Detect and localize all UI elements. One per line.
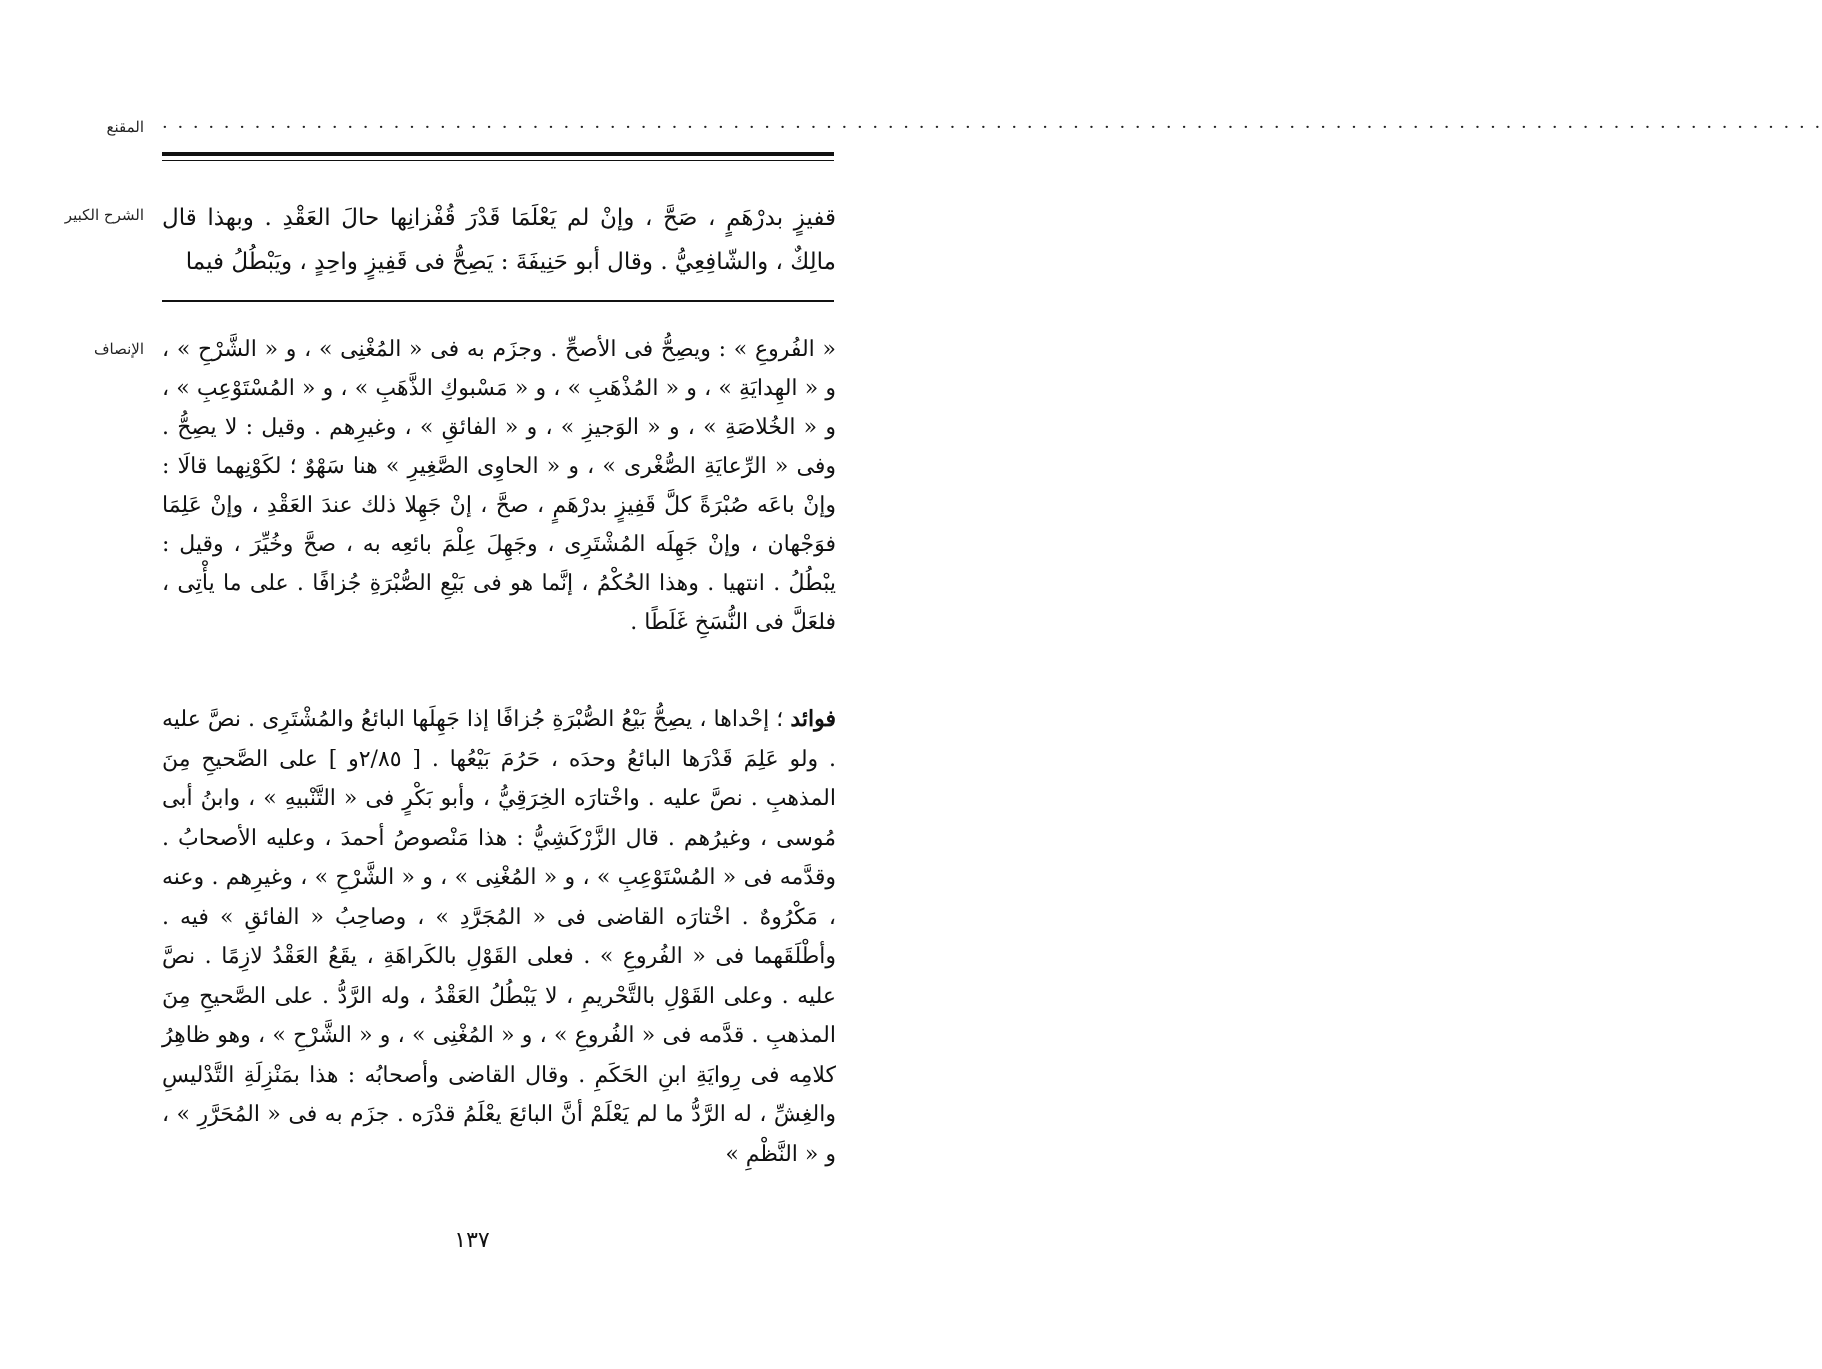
insaf-label: الإنصاف [93, 340, 144, 358]
page-number: ١٣٧ [454, 1228, 490, 1253]
header-rule-thin [162, 160, 834, 161]
section-divider [162, 300, 834, 302]
header-dotted-line: · · · · · · · · · · · · · · · · · · · · · · · · · · · · · · · · · · · · · · · · · · · · · · · · · · · · · · · · · · · · · · · · · · · · · · · · · · · · · · · · · · · · · · · · · · · · · · · · · · · · · · · · · · · · [162, 117, 1822, 138]
header-book-label: المقنع [106, 118, 144, 136]
fawaid-heading: فوائد [790, 706, 836, 732]
fawaid-text: ؛ إحْداها ، يصِحُّ بَيْعُ الصُّبْرَةِ جُزافًا إذا جَهِلَها البائعُ والمُشْتَرِى . نصَّ عليه . ولو عَلِمَ قَدْرَها البائعُ وحدَه ، حَرُمَ بَيْعُها . [ ٢/٨٥و ] على الصَّحيحِ مِنَ المذهبِ . نصَّ عليه . واخْتارَه الخِرَقِيُّ ، وأبو بَكْرٍ فى « التَّنْبيهِ » ، وابنُ أبى مُوسى ، وغيرُهم . قال الزَّرْكَشِيُّ : هذا مَنْصوصُ أحمدَ ، وعليه الأصحابُ . وقدَّمه فى « المُسْتَوْعِبِ » ، و « المُغْنِى » ، و « الشَّرْحِ » ، وغيرِهم . وعنه ، مَكْرُوهٌ . اخْتارَه القاضى فى « المُجَرَّدِ » ، وصاحِبُ « الفائقِ » فيه . وأطْلَقَهما فى « الفُروعِ » . فعلى القَوْلِ بالكَراهَةِ ، يقَعُ العَقْدُ لازِمًا . نصَّ عليه . وعلى القَوْلِ بالتَّحْريمِ ، لا يَبْطُلُ العَقْدُ ، وله الرَّدُّ . على الصَّحيحِ مِنَ المذهبِ . قدَّمه فى « الفُروعِ » ، و « المُغْنِى » ، و « الشَّرْحِ » ، وهو ظاهِرُ كلامِه فى رِوايَةِ ابنِ الحَكَمِ . وقال القاضى وأصحابُه : هذا بمَنْزِلَةِ التَّدْليسِ والغِشِّ ، له الرَّدُّ ما لم يَعْلَمْ أنَّ البائعَ يعْلَمُ قدْرَه . جزَم به فى « المُحَرَّرِ » ، و « النَّظْمِ » [162, 707, 836, 1167]
sharh-label: الشرح الكبير [64, 206, 144, 224]
sharh-section [162, 196, 836, 284]
fawaid-paragraph [162, 700, 836, 1174]
insaf-text: « الفُروعِ » : ويصِحُّ فى الأصحِّ . وجزَم به فى « المُغْنِى » ، و « الشَّرْحِ » ، و « الهِدايَةِ » ، و « المُذْهَبِ » ، و « مَسْبوكِ الذَّهَبِ » ، و « المُسْتَوْعِبِ » ، و « الخُلاصَةِ » ، و « الوَجيزِ » ، و « الفائقِ » ، وغيرِهم . وقيل : لا يصِحُّ . وفى « الرِّعايَةِ الصُّغْرى » ، و « الحاوِى الصَّغِيرِ » هنا سَهْوٌ ؛ لكَوْنِهما قالَا : وإنْ باعَه صُبْرَةً كلَّ قَفِيزٍ بدرْهَمٍ ، صحَّ ، إنْ جَهِلا ذلك عندَ العَقْدِ ، وإنْ عَلِمَا فوَجْهان ، وإنْ جَهِلَه المُشْتَرِى ، وجَهِلَ عِلْمَ بائعِه به ، صحَّ وخُيِّرَ ، وقيل : يبْطُلُ . انتهيا . وهذا الحُكْمُ ، إنَّما هو فى بَيْعِ الصُّبْرَةِ جُزافًا . على ما يأْتِى ، فلعَلَّ فى النُّسَخِ غَلَطًا . [162, 337, 836, 635]
insaf-section [162, 330, 836, 642]
fawaid-section [162, 700, 836, 1174]
sharh-text: قفيزٍ بدرْهَمٍ ، صَحَّ ، وإنْ لم يَعْلَمَا قَدْرَ قُفْزانِها حالَ العَقْدِ . وبهذا قال مالِكٌ ، والشّافِعِيُّ . وقال أبو حَنِيفَةَ : يَصِحُّ فى قَفِيزٍ واحِدٍ ، ويَبْطُلُ فيما [162, 205, 836, 275]
header-rule-thick [162, 152, 834, 156]
